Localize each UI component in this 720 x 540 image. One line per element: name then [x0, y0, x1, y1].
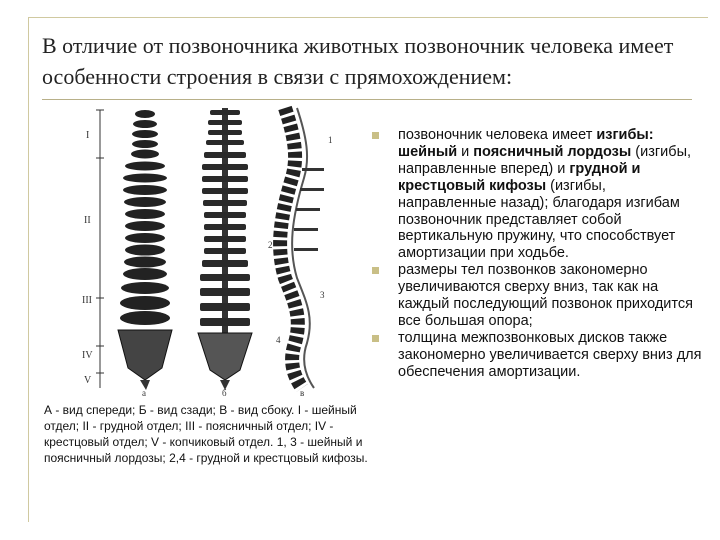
region-label-3: III — [82, 295, 92, 306]
spine-figure — [80, 98, 380, 398]
bullet-list — [372, 127, 702, 381]
region-label-2: II — [84, 215, 91, 226]
side-number-3: 3 — [320, 290, 325, 300]
region-label-1: I — [86, 130, 90, 141]
bullet-marker — [372, 335, 379, 342]
figure-caption: А - вид спереди; Б - вид сзади; В - вид сбоку. I - шейный отдел; II - грудной отдел; III - поясничный отдел; IV - крестцовый отдел; V - копчиковый отдел. 1, 3 - шейный и поясничный лордозы; 2,4 - грудной и крестцовый кифозы. — [44, 403, 368, 465]
frame-left-line — [28, 17, 29, 522]
region-label-4: IV — [82, 350, 93, 361]
spine-front-view — [118, 110, 172, 390]
side-number-1: 1 — [328, 135, 333, 145]
spine-illustration — [80, 98, 380, 398]
slide-title: В отличие от позвоночника животных позвоночник человека имеет особенности строения в связи с прямохождением: — [42, 33, 674, 89]
bullet-item-vertebra-size: размеры тел позвонков закономерно увеличиваются сверху вниз, так как на каждый последующий позвонок приходится все большая опора; — [372, 262, 702, 330]
bullet-item-disc-thickness: толщина межпозвонковых дисков также закономерно увеличивается сверху вниз для обеспечения амортизации. — [372, 330, 702, 381]
bullet-marker — [372, 132, 379, 139]
bullet-item-curves: позвоночник человека имеет изгибы: шейный и поясничный лордозы (изгибы, направленные вперед) и грудной и крестцовый кифозы (изгибы, направленные назад); благодаря изгибам позвоночник представляет собой вертикальную пружину, что способствует амортизации при ходьбе. — [372, 127, 702, 262]
view-label-a: а — [142, 388, 146, 398]
spine-back-view — [198, 108, 252, 390]
view-label-c: в — [300, 388, 305, 398]
frame-top-line — [28, 17, 708, 18]
bullet-marker — [372, 267, 379, 274]
view-label-b: б — [222, 388, 227, 398]
region-label-5: V — [84, 375, 92, 386]
side-number-4: 4 — [276, 335, 281, 345]
side-number-2: 2 — [268, 240, 273, 250]
spine-side-view — [280, 108, 324, 388]
